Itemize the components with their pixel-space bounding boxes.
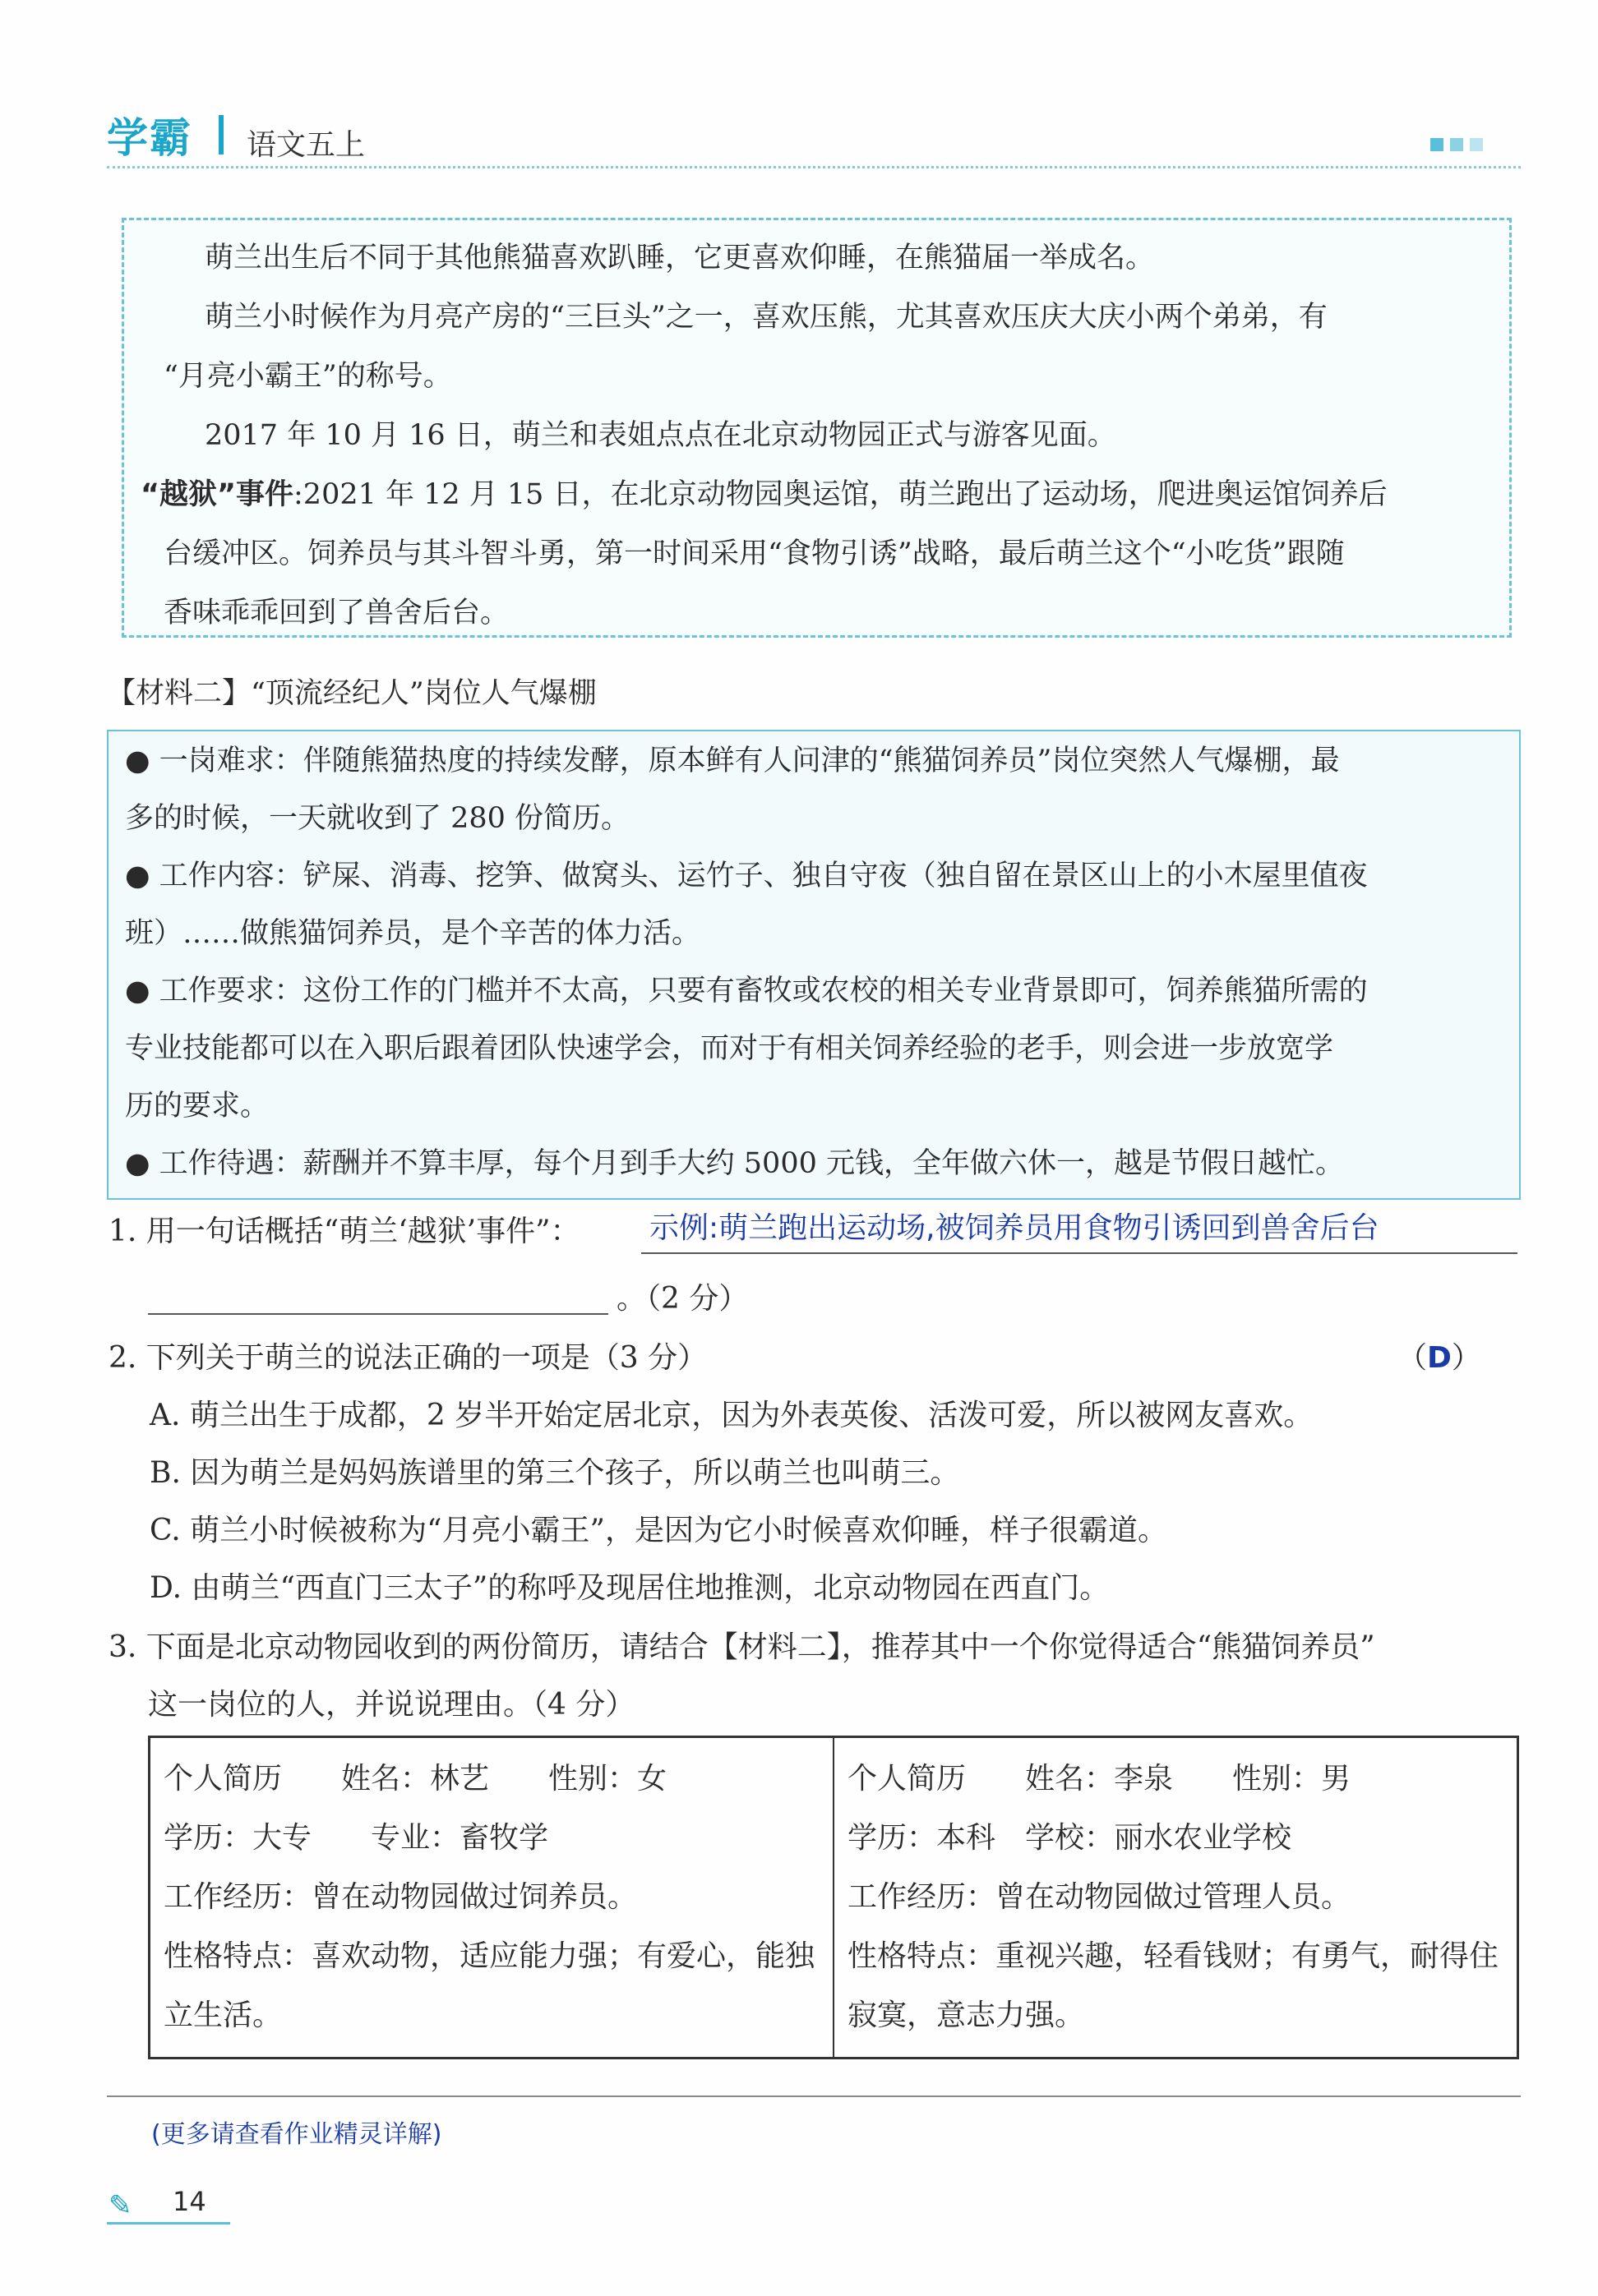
option-d: D. 由萌兰“西直门三太子”的称呼及现居住地推测，北京动物园在西直门。 <box>150 1571 1110 1605</box>
brand-logo: 学霸 <box>107 114 192 162</box>
page-number: 14 <box>173 2186 206 2217</box>
resume-card <box>150 1737 834 2059</box>
material-one-line: 2017 年 10 月 16 日，萌兰和表姐点点在北京动物园正式与游客见面。 <box>205 419 1116 452</box>
resume-card <box>834 1737 1518 2059</box>
material-one-line: 香味乖乖回到了兽舍后台。 <box>164 597 510 629</box>
page-number-underline <box>107 2222 230 2225</box>
header-square-icon <box>1450 138 1463 151</box>
resume-traits: 性格特点：喜欢动物，适应能力强；有爱心，能独立生活。 <box>164 1939 815 2032</box>
answer-underline <box>148 1313 608 1315</box>
paren-close: ） <box>1451 1341 1481 1375</box>
material-two-line: 专业技能都可以在入职后跟着团队快速学会，而对于有相关饲养经验的老手，则会进一步放宽学 <box>125 1032 1334 1065</box>
material-two-line: ● 工作内容：铲屎、消毒、挖笋、做窝头、运竹子、独自守夜（独自留在景区山上的小木屋里值夜 <box>125 860 1368 892</box>
question-two-answer: D <box>1427 1341 1452 1375</box>
material-one-box <box>122 218 1512 638</box>
answer-underline <box>641 1252 1517 1254</box>
material-two-line: ● 一岗难求：伴随熊猫热度的持续发酵，原本鲜有人问津的“熊猫饲养员”岗位突然人气爆棚，最 <box>125 745 1340 777</box>
resume-experience: 工作经历：曾在动物园做过管理人员。 <box>847 1880 1351 1914</box>
material-one-line: “月亮小霸王”的称号。 <box>164 360 452 393</box>
escape-event-label: “越狱”事件 <box>141 478 294 511</box>
pencil-icon: ✎ <box>109 2189 132 2222</box>
material-two-box <box>107 730 1521 1200</box>
more-details-link[interactable]: (更多请查看作业精灵详解) <box>151 2120 442 2149</box>
escape-event-line <box>141 465 1388 524</box>
resume-traits: 性格特点：重视兴趣，轻看钱财；有勇气，耐得住寂寞，意志力强。 <box>847 1939 1499 2032</box>
material-two-line: ● 工作要求：这份工作的门槛并不太高，只要有畜牧或农校的相关专业背景即可，饲养熊猫所需的 <box>125 975 1368 1007</box>
paren-open: （ <box>1397 1341 1428 1375</box>
header-square-icon <box>1470 138 1483 151</box>
material-two-line: 班）……做熊猫饲养员，是个辛苦的体力活。 <box>125 917 701 950</box>
resume-education: 学历：本科 学校：丽水农业学校 <box>847 1821 1292 1855</box>
question-one-answer: 示例:萌兰跑出运动场,被饲养员用食物引诱回到兽舍后台 <box>649 1211 1379 1245</box>
header-square-icon <box>1430 138 1443 151</box>
material-one-line: 台缓冲区。饲养员与其斗智斗勇，第一时间采用“食物引诱”战略，最后萌兰这个“小吃货”跟随 <box>164 537 1345 570</box>
question-three-line: 3. 下面是北京动物园收到的两份简历，请结合【材料二】，推荐其中一个你觉得适合“熊猫饲养员” <box>109 1630 1375 1664</box>
question-one-score: 。（2 分） <box>617 1282 749 1316</box>
escape-event-text: :2021 年 12 月 15 日，在北京动物园奥运馆，萌兰跑出了运动场，爬进奥运馆饲养后 <box>293 478 1388 511</box>
material-two-line: 多的时候，一天就收到了 280 份简历。 <box>125 802 630 835</box>
option-c: C. 萌兰小时候被称为“月亮小霸王”，是因为它小时候喜欢仰睡，样子很霸道。 <box>150 1514 1167 1547</box>
resume-experience: 工作经历：曾在动物园做过饲养员。 <box>164 1880 638 1914</box>
logo-divider <box>219 115 224 154</box>
material-two-line: ● 工作待遇：薪酬并不算丰厚，每个月到手大约 5000 元钱，全年做六休一，越是节假日越忙。 <box>125 1147 1344 1180</box>
header-divider <box>107 166 1521 168</box>
material-one-line: 萌兰小时候作为月亮产房的“三巨头”之一，喜欢压熊，尤其喜欢压庆大庆小两个弟弟，有 <box>205 301 1328 334</box>
resume-education: 学历：大专 专业：畜牧学 <box>164 1821 549 1855</box>
subject-title: 语文五上 <box>247 128 366 162</box>
material-two-line: 历的要求。 <box>125 1090 270 1123</box>
question-three-line: 这一岗位的人，并说说理由。（4 分） <box>148 1688 635 1722</box>
option-b: B. 因为萌兰是妈妈族谱里的第三个孩子，所以萌兰也叫萌三。 <box>150 1456 960 1490</box>
resume-table <box>148 1736 1519 2059</box>
question-two-answer-slot <box>1397 1335 1481 1376</box>
resume-header: 个人简历 姓名：林艺 性别：女 <box>164 1762 667 1796</box>
option-a: A. 萌兰出生于成都，2 岁半开始定居北京，因为外表英俊、活泼可爱，所以被网友喜欢。 <box>150 1399 1314 1432</box>
material-two-title: 【材料二】“顶流经纪人”岗位人气爆棚 <box>107 677 597 710</box>
footer-divider <box>107 2095 1521 2097</box>
question-one-prompt: 1. 用一句话概括“萌兰‘越狱’事件”： <box>109 1215 580 1248</box>
material-one-line: 萌兰出生后不同于其他熊猫喜欢趴睡，它更喜欢仰睡，在熊猫届一举成名。 <box>205 242 1155 274</box>
question-two-prompt: 2. 下列关于萌兰的说法正确的一项是（3 分） <box>109 1341 708 1375</box>
resume-header: 个人简历 姓名：李泉 性别：男 <box>847 1762 1351 1796</box>
